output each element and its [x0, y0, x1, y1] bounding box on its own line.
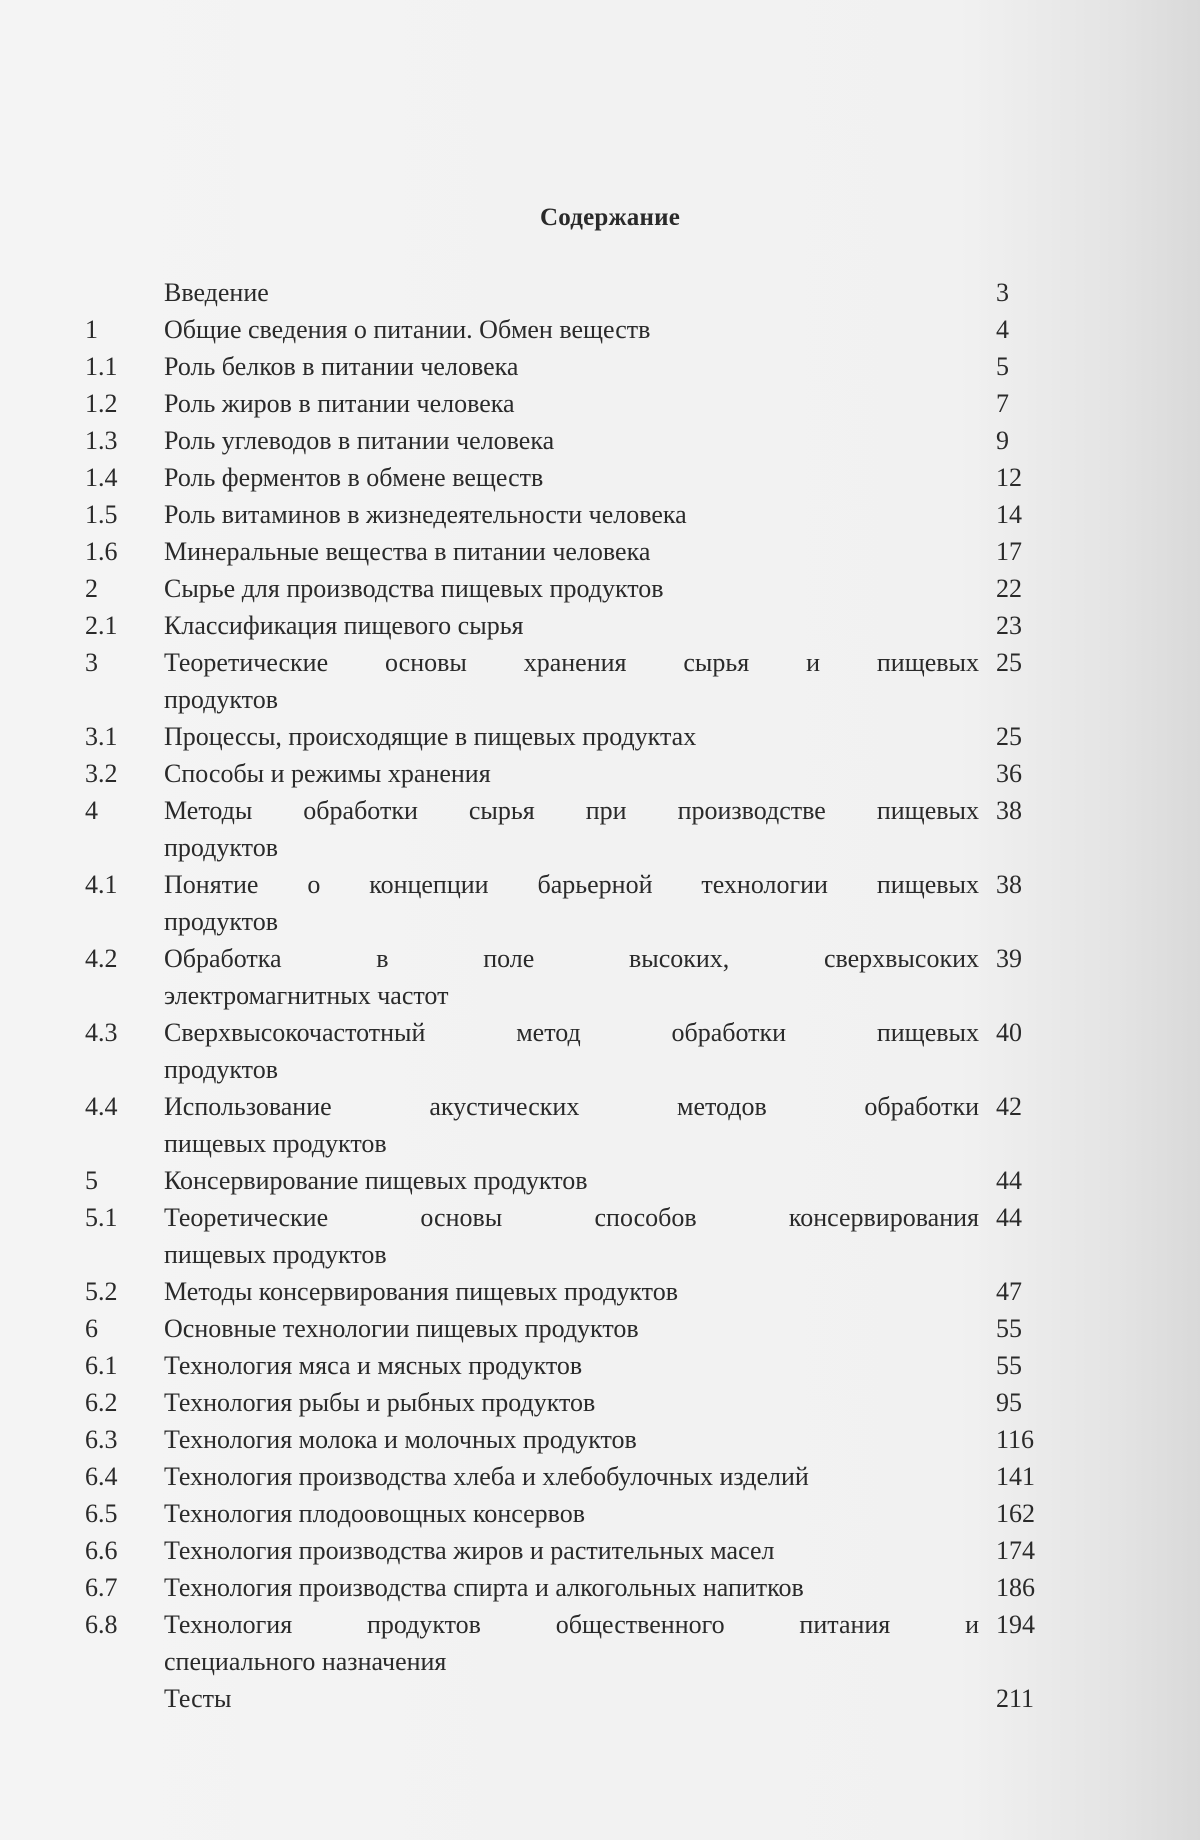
toc-entry-title-continuation: специального назначения — [164, 1647, 447, 1676]
toc-entry-title-line: Методы обработки сырья при производстве пищевых — [164, 796, 979, 825]
toc-entry-page-number: 162 — [996, 1499, 1035, 1528]
toc-entry-title — [164, 1199, 979, 1273]
toc-entry-title-continuation: продуктов — [164, 907, 278, 936]
toc-entry-page-number: 23 — [996, 611, 1022, 640]
toc-entry-number: 5 — [85, 1166, 98, 1195]
toc-entry-title — [164, 1495, 979, 1532]
toc-entry-number: 4 — [85, 796, 98, 825]
toc-entry — [85, 866, 1045, 940]
toc-entry-number: 4.4 — [85, 1092, 118, 1121]
toc-entry — [85, 1421, 1045, 1458]
toc-entry-title — [164, 533, 979, 570]
toc-entry-title-line: Технология производства хлеба и хлебобулочных изделий — [164, 1462, 809, 1491]
toc-entry-title — [164, 866, 979, 940]
toc-entry-number: 6.6 — [85, 1536, 118, 1565]
toc-entry — [85, 1310, 1045, 1347]
toc-entry-title — [164, 1606, 979, 1680]
toc-entry — [85, 1532, 1045, 1569]
toc-entry-number: 1.6 — [85, 537, 118, 566]
toc-entry-title-line: Обработка в поле высоких, сверхвысоких — [164, 944, 979, 973]
toc-entry-page-number: 47 — [996, 1277, 1022, 1306]
toc-entry — [85, 533, 1045, 570]
toc-entry-number: 6.7 — [85, 1573, 118, 1602]
toc-entry-title-continuation: продуктов — [164, 1055, 278, 1084]
toc-entry-title — [164, 1384, 979, 1421]
toc-entry-number: 1.1 — [85, 352, 118, 381]
toc-entry-title — [164, 940, 979, 1014]
toc-entry — [85, 718, 1045, 755]
toc-entry-title — [164, 755, 979, 792]
toc-entry-page-number: 3 — [996, 278, 1009, 307]
toc-entry-title-line: Технология рыбы и рыбных продуктов — [164, 1388, 596, 1417]
toc-entry-title-line: Теоретические основы способов консервирования — [164, 1203, 979, 1232]
toc-entry-title — [164, 1569, 979, 1606]
toc-entry-page-number: 4 — [996, 315, 1009, 344]
toc-entry — [85, 570, 1045, 607]
table-of-contents — [85, 274, 1045, 1717]
toc-entry — [85, 792, 1045, 866]
toc-entry-page-number: 174 — [996, 1536, 1035, 1565]
toc-entry — [85, 940, 1045, 1014]
toc-entry-title-line: Общие сведения о питании. Обмен веществ — [164, 315, 651, 344]
toc-entry-title — [164, 1458, 979, 1495]
toc-entry-title-line: Технология продуктов общественного питания и — [164, 1610, 979, 1639]
toc-entry-title — [164, 274, 979, 311]
toc-entry-title — [164, 459, 979, 496]
toc-entry-page-number: 7 — [996, 389, 1009, 418]
toc-entry — [85, 1458, 1045, 1495]
toc-entry-title-line: Сверхвысокочастотный метод обработки пищевых — [164, 1018, 979, 1047]
toc-entry-title-line: Роль ферментов в обмене веществ — [164, 463, 544, 492]
toc-entry-title — [164, 496, 979, 533]
toc-entry-page-number: 186 — [996, 1573, 1035, 1602]
toc-entry-number: 1.4 — [85, 463, 118, 492]
toc-entry-title-line: Использование акустических методов обработки — [164, 1092, 979, 1121]
toc-entry-page-number: 194 — [996, 1610, 1035, 1639]
toc-entry-number: 3.1 — [85, 722, 118, 751]
toc-entry — [85, 644, 1045, 718]
toc-entry-title-line: Тесты — [164, 1684, 232, 1713]
toc-entry-page-number: 95 — [996, 1388, 1022, 1417]
toc-entry — [85, 1162, 1045, 1199]
toc-entry-page-number: 25 — [996, 722, 1022, 751]
toc-entry-title-line: Понятие о концепции барьерной технологии пищевых — [164, 870, 979, 899]
toc-entry-page-number: 116 — [996, 1425, 1035, 1454]
toc-entry-page-number: 39 — [996, 944, 1022, 973]
toc-entry — [85, 311, 1045, 348]
toc-entry-page-number: 40 — [996, 1018, 1022, 1047]
toc-entry-title — [164, 1347, 979, 1384]
toc-entry-title — [164, 1088, 979, 1162]
toc-entry — [85, 1347, 1045, 1384]
toc-entry-page-number: 38 — [996, 870, 1022, 899]
toc-entry-title — [164, 1680, 979, 1717]
toc-entry-title — [164, 1532, 979, 1569]
toc-entry-title-line: Минеральные вещества в питании человека — [164, 537, 651, 566]
toc-entry-page-number: 211 — [996, 1684, 1035, 1713]
toc-entry-title-line: Роль белков в питании человека — [164, 352, 519, 381]
toc-entry-page-number: 44 — [996, 1203, 1022, 1232]
toc-entry-title — [164, 607, 979, 644]
toc-entry-number: 5.2 — [85, 1277, 118, 1306]
toc-entry-title — [164, 718, 979, 755]
toc-entry-page-number: 9 — [996, 426, 1009, 455]
toc-entry-page-number: 25 — [996, 648, 1022, 677]
toc-entry — [85, 385, 1045, 422]
toc-entry-title-continuation: электромагнитных частот — [164, 981, 449, 1010]
toc-entry — [85, 1273, 1045, 1310]
toc-entry-title — [164, 348, 979, 385]
toc-entry-page-number: 12 — [996, 463, 1022, 492]
toc-entry-number: 2 — [85, 574, 98, 603]
toc-entry-title-continuation: продуктов — [164, 685, 278, 714]
toc-entry-number: 1.5 — [85, 500, 118, 529]
toc-entry-title — [164, 792, 979, 866]
toc-entry-title — [164, 644, 979, 718]
toc-entry — [85, 1088, 1045, 1162]
toc-entry-number: 6.8 — [85, 1610, 118, 1639]
toc-entry-number: 3 — [85, 648, 98, 677]
toc-entry — [85, 274, 1045, 311]
toc-entry-number: 6 — [85, 1314, 98, 1343]
toc-entry-number: 4.1 — [85, 870, 118, 899]
toc-entry — [85, 1569, 1045, 1606]
toc-entry — [85, 1606, 1045, 1680]
toc-entry-page-number: 14 — [996, 500, 1022, 529]
toc-entry-title — [164, 1310, 979, 1347]
toc-entry-page-number: 141 — [996, 1462, 1035, 1491]
toc-entry-number: 6.1 — [85, 1351, 118, 1380]
toc-entry-number: 6.3 — [85, 1425, 118, 1454]
toc-entry-title-line: Роль жиров в питании человека — [164, 389, 515, 418]
toc-entry-number: 1.3 — [85, 426, 118, 455]
toc-entry-page-number: 55 — [996, 1351, 1022, 1380]
toc-entry-title — [164, 1273, 979, 1310]
toc-entry-title-line: Технология производства спирта и алкогольных напитков — [164, 1573, 804, 1602]
toc-entry-number: 4.2 — [85, 944, 118, 973]
toc-entry-page-number: 22 — [996, 574, 1022, 603]
toc-entry-number: 6.2 — [85, 1388, 118, 1417]
toc-entry — [85, 1680, 1045, 1717]
toc-entry-page-number: 5 — [996, 352, 1009, 381]
toc-entry-title — [164, 311, 979, 348]
toc-entry-title-line: Способы и режимы хранения — [164, 759, 491, 788]
toc-entry — [85, 755, 1045, 792]
toc-entry — [85, 459, 1045, 496]
toc-entry — [85, 1199, 1045, 1273]
toc-entry-number: 1 — [85, 315, 98, 344]
toc-entry-title — [164, 422, 979, 459]
toc-entry-title — [164, 1162, 979, 1199]
toc-entry-title-line: Сырье для производства пищевых продуктов — [164, 574, 664, 603]
toc-entry-number: 6.5 — [85, 1499, 118, 1528]
toc-entry-number: 5.1 — [85, 1203, 118, 1232]
toc-entry-number: 3.2 — [85, 759, 118, 788]
toc-entry — [85, 1014, 1045, 1088]
toc-entry — [85, 422, 1045, 459]
toc-entry-page-number: 44 — [996, 1166, 1022, 1195]
toc-entry-title-line: Технология производства жиров и растительных масел — [164, 1536, 775, 1565]
toc-entry — [85, 348, 1045, 385]
toc-entry-title-continuation: пищевых продуктов — [164, 1129, 387, 1158]
toc-entry — [85, 1495, 1045, 1532]
toc-entry-title-line: Технология мяса и мясных продуктов — [164, 1351, 583, 1380]
toc-entry-page-number: 55 — [996, 1314, 1022, 1343]
toc-entry — [85, 607, 1045, 644]
toc-entry-title-line: Процессы, происходящие в пищевых продуктах — [164, 722, 697, 751]
toc-entry-title-line: Роль углеводов в питании человека — [164, 426, 555, 455]
toc-entry-page-number: 36 — [996, 759, 1022, 788]
toc-entry — [85, 1384, 1045, 1421]
toc-entry-title-line: Методы консервирования пищевых продуктов — [164, 1277, 678, 1306]
toc-entry-title — [164, 1014, 979, 1088]
toc-entry-title-line: Консервирование пищевых продуктов — [164, 1166, 588, 1195]
toc-entry-number: 1.2 — [85, 389, 118, 418]
toc-entry-number: 2.1 — [85, 611, 118, 640]
toc-entry — [85, 496, 1045, 533]
toc-entry-number: 6.4 — [85, 1462, 118, 1491]
toc-entry-page-number: 42 — [996, 1092, 1022, 1121]
toc-entry-title-line: Классификация пищевого сырья — [164, 611, 524, 640]
toc-entry-title-line: Роль витаминов в жизнедеятельности человека — [164, 500, 687, 529]
toc-entry-page-number: 17 — [996, 537, 1022, 566]
toc-entry-title — [164, 570, 979, 607]
toc-entry-title — [164, 385, 979, 422]
toc-entry-title-line: Основные технологии пищевых продуктов — [164, 1314, 639, 1343]
toc-entry-title-line: Технология молока и молочных продуктов — [164, 1425, 637, 1454]
toc-entry-title-continuation: пищевых продуктов — [164, 1240, 387, 1269]
toc-entry-title-continuation: продуктов — [164, 833, 278, 862]
toc-entry-title-line: Введение — [164, 278, 269, 307]
page-title: Содержание — [539, 204, 680, 231]
toc-entry-number: 4.3 — [85, 1018, 118, 1047]
toc-entry-page-number: 38 — [996, 796, 1022, 825]
toc-entry-title-line: Технология плодоовощных консервов — [164, 1499, 586, 1528]
toc-entry-title — [164, 1421, 979, 1458]
toc-entry-title-line: Теоретические основы хранения сырья и пищевых — [164, 648, 979, 677]
